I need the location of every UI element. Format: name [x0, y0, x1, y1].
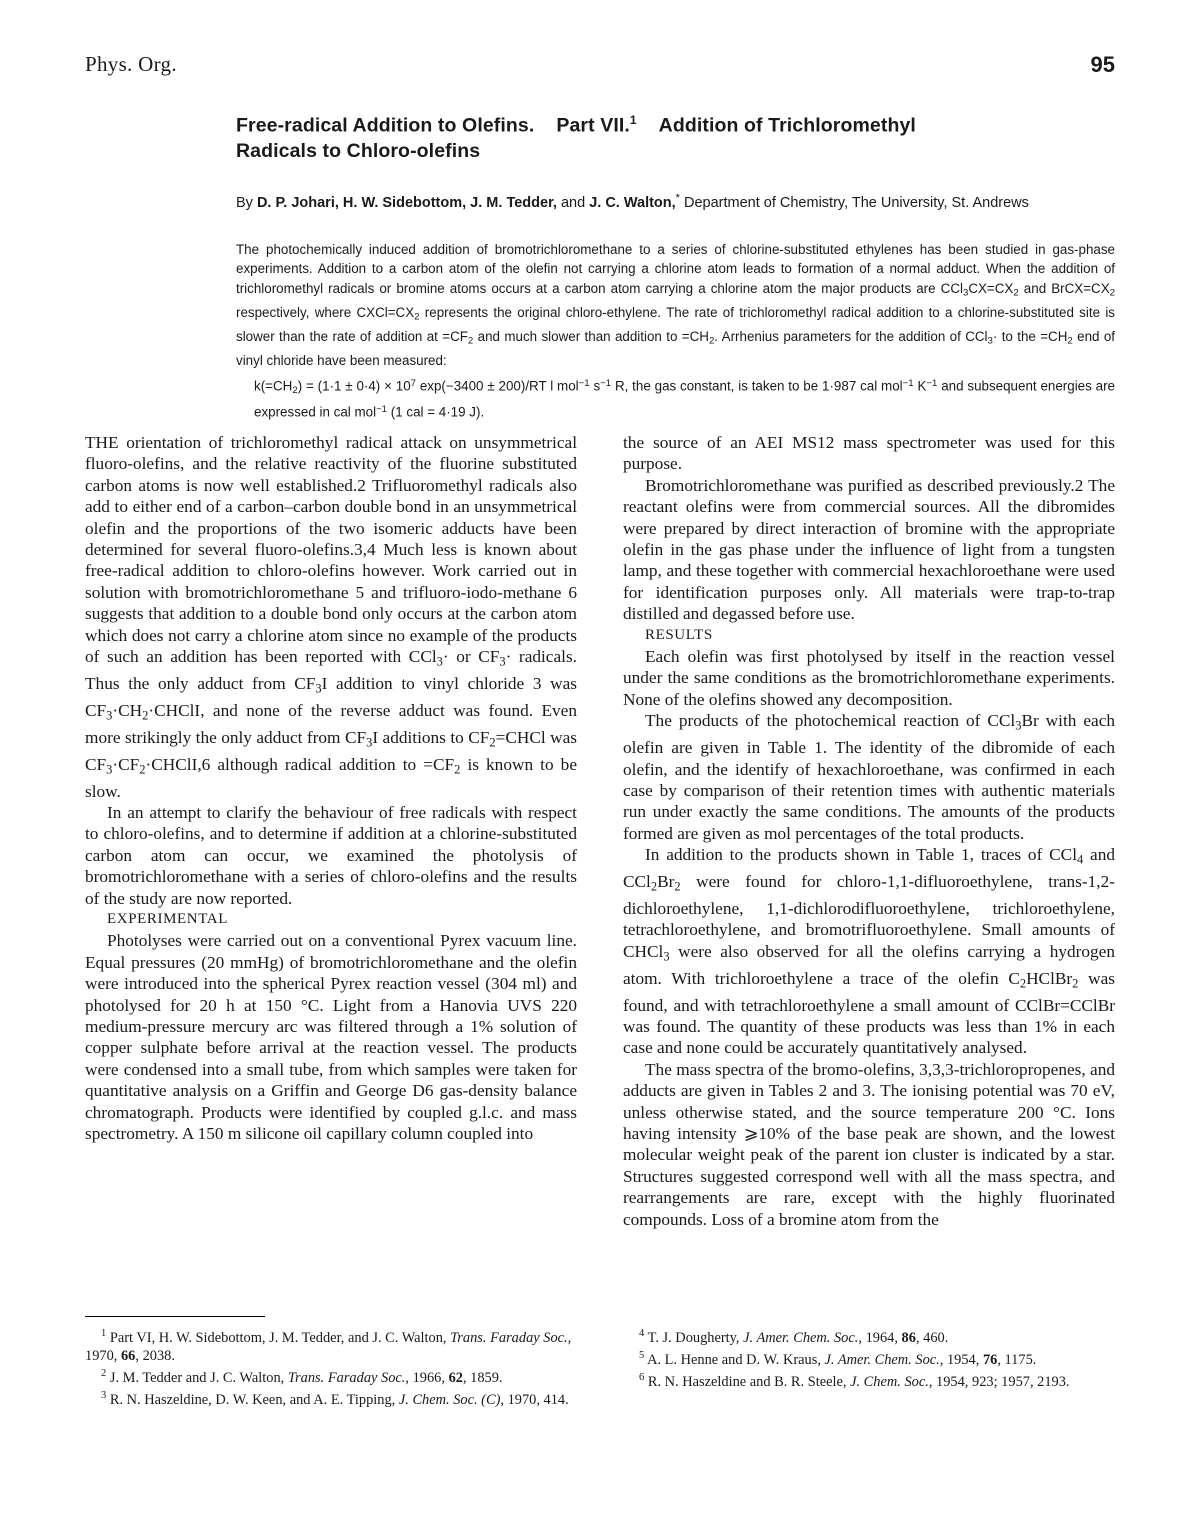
- footnote-item: [623, 1369, 1115, 1391]
- paragraph-results-1: Each olefin was first photolysed by itself in the reaction vessel under the same conditions as the bromotrichloromethane experiments. None of the olefins showed any decomposition.: [623, 647, 1115, 709]
- footnote-journal: Trans. Faraday Soc.,: [287, 1370, 409, 1386]
- page-number: 95: [1090, 52, 1115, 77]
- body-columns: [85, 432, 1115, 1230]
- paragraph-source: the source of an AEI MS12 mass spectrometer was used for this purpose.: [623, 433, 1115, 474]
- footnote-volume: 76: [982, 1351, 998, 1368]
- title-line2: Radicals to Chloro-olefins: [236, 139, 481, 162]
- article-title: [236, 108, 1115, 164]
- footnote-volume: 86: [901, 1329, 916, 1346]
- abstract-body: The photochemically induced addition of bromotrichloromethane to a series of chlorine-substituted ethylenes has been studied in gas-phase experiments. Addition to a carbon atom of the olefin not carrying a chlorine atom leads to formation of a normal adduct. When the addition of trichloromethyl radicals or bromine atoms occurs at a carbon atom carrying a chlorine atom the major products are $CCl_3CX=CX_2$ and $BrCX=CX_2$ respectively, where $CXCl=CX_2$ represents the original chloro-ethylene. The rate of trichloromethyl radical addition to a chlorine-substituted site is slower than the rate of addition at $=CF_2$ and much slower than addition to $=CH_2$. Arrhenius parameters for the addition of CCl$_3$· to the $=CH_2$ end of vinyl chloride have been measured:: [236, 242, 1115, 369]
- paragraph-intro: [85, 432, 577, 802]
- footnote-pages: , 1175.: [997, 1351, 1037, 1368]
- footnote-year: 1970, 414.: [503, 1392, 569, 1408]
- footnote-volume: 66: [120, 1348, 136, 1364]
- abstract-equation: $k(=CH_2) = (1\cdot 1 \pm 0\cdot 4) \times 10^7$ exp(−3400 ± 200)/RT l mol$^{-1}$ $s^{-1}$ R, the gas constant, is taken to be 1·987 cal mol$^{-1}$ $K^{-1}$ and subsequent energies are expressed in cal mol$^{-1}$ (1 cal = 4·19 J).: [254, 377, 1116, 420]
- byline-last-author: J. C. Walton,: [589, 194, 676, 211]
- byline-by: By: [236, 194, 253, 211]
- running-head: [85, 52, 1115, 82]
- paragraph-purification: Bromotrichloromethane was purified as described previously.2 The reactant olefins were from commercial sources. All the dibromides were prepared by direct interaction of bromine with the appropriate olefin in the gas phase under the influence of light from a tungsten lamp, and these together with commercial hexachloroethane were used for identification purposes only. All materials were trap-to-trap distilled and degassed before use.: [623, 475, 1115, 624]
- footnote-text: R. N. Haszeldine, D. W. Keen, and A. E. Tipping,: [109, 1392, 399, 1408]
- footnote-number: 2: [101, 1368, 107, 1380]
- footnote-volume: 62: [448, 1370, 463, 1386]
- title-footnote-marker: 1: [629, 113, 637, 127]
- byline-affiliation: Department of Chemistry, The University, St. Andrews: [683, 194, 1029, 211]
- footnote-item: [85, 1387, 577, 1409]
- paragraph-results-4: The mass spectra of the bromo-olefins, 3,3,3-trichloropropenes, and adducts are given in Tables 2 and 3. The ionising potential was 70 eV, unless otherwise stated, and the source temperature 200 °C. Ions having intensity ⩾10% of the base peak are shown, and the lowest molecular weight peak of the parent ion cluster is indicated by a star. Structures suggested correspond well with all the mass spectra, and rearrangements are rare, except with the highly fluorinated compounds. Loss of a bromine atom from the: [623, 1059, 1115, 1229]
- footnote-item: [623, 1325, 1115, 1347]
- footnote-year: 1954,: [943, 1351, 983, 1368]
- left-column: [85, 432, 577, 1144]
- section-heading-results: RESULTS: [645, 626, 713, 643]
- footnote-text: Part VI, H. W. Sidebottom, J. M. Tedder, and J. C. Walton,: [109, 1329, 451, 1346]
- footnotes-left: [85, 1325, 577, 1409]
- footnote-pages: , 2038.: [135, 1348, 175, 1364]
- footnote-item: [85, 1365, 577, 1387]
- footnote-item: [623, 1347, 1115, 1369]
- corresponding-author-marker: *: [675, 191, 680, 204]
- paragraph-intro-text: orientation of trichloromethyl radical attack on unsymmetrical fluoro-olefins, and the relative reactivity of the fluorine substituted carbon atoms is now well established.2 Trifluoromethyl radicals also add to either end of a carbon–carbon double bond in an unsymmetrical olefin and the proportions of the two isomeric adducts have been determined for several fluoro-olefins.3,4 Much less is known about free-radical addition to chloro-olefins however. Work carried out in solution with bromotrichloromethane 5 and trifluoro-iodo-methane 6 suggests that addition to a double bond only occurs at the carbon atom which does not carry a chlorine atom since no example of the products of such an addition has been reported with CCl$_3$· or $CF_3\cdot$ radicals. Thus the only adduct from $CF_3I$ addition to vinyl chloride 3 was $CF_3\cdot CH_2\cdot CHClI$, and none of the reverse adduct was found. Even more strikingly the only adduct from $CF_3I$ additions to $CF_2=CHCl$ was $CF_3\cdot CF_2\cdot CHClI,6$ although radical addition to $=CF_2$ is known to be slow.: [85, 433, 577, 801]
- title-block: [236, 108, 1115, 212]
- footnote-journal: J. Chem. Soc. (C),: [398, 1392, 504, 1408]
- footnote-text: A. L. Henne and D. W. Kraus,: [647, 1351, 825, 1368]
- running-head-section: Phys. Org.: [85, 52, 177, 76]
- title-line1-part1: Free-radical Addition to Olefins.: [236, 114, 535, 137]
- footnote-journal: J. Amer. Chem. Soc.,: [824, 1351, 944, 1368]
- footnote-journal: J. Amer. Chem. Soc.,: [743, 1329, 862, 1346]
- footnote-text: T. J. Dougherty,: [647, 1329, 744, 1346]
- title-line1-part2: Part VII.: [556, 114, 630, 137]
- footnote-rule: [85, 1316, 265, 1317]
- footnote-item: [85, 1325, 577, 1365]
- footnote-year: 1954, 923; 1957, 2193.: [932, 1373, 1070, 1390]
- footnotes-right: [623, 1325, 1115, 1391]
- footnote-journal: Trans. Faraday Soc.,: [450, 1329, 572, 1346]
- title-line1-part3: Addition of Trichloromethyl: [658, 114, 916, 137]
- byline-authors: D. P. Johari, H. W. Sidebottom, J. M. Tedder,: [256, 194, 557, 211]
- abstract: [236, 240, 1115, 422]
- footnotes: [85, 1325, 1115, 1409]
- paragraph-results-2: The products of the photochemical reaction of CCl$_3$Br with each olefin are given in Table 1. The identity of the dibromide of each olefin, and the identify of hexachloroethane, was confirmed in each case by comparison of their retention times with authentic materials run under exactly the same conditions. The amounts of the products formed are given as mol percentages of the total products.: [623, 711, 1116, 843]
- byline-and: and: [560, 194, 586, 211]
- footnote-text: R. N. Haszeldine and B. R. Steele,: [647, 1373, 851, 1390]
- footnote-year: 1966,: [408, 1370, 449, 1386]
- footnote-number: 4: [639, 1328, 645, 1339]
- byline: [236, 188, 1115, 213]
- footnote-text: J. M. Tedder and J. C. Walton,: [109, 1370, 288, 1386]
- footnote-pages: , 460.: [915, 1329, 949, 1346]
- footnote-year: 1964,: [861, 1329, 902, 1346]
- footnote-number: 6: [639, 1372, 645, 1383]
- dropcap-the: THE: [85, 433, 119, 452]
- section-heading-experimental: EXPERIMENTAL: [107, 910, 228, 927]
- footnote-number: 3: [101, 1390, 107, 1402]
- footnote-pages: , 1859.: [462, 1370, 503, 1386]
- footnote-number: 1: [101, 1328, 107, 1339]
- footnote-year: 1970,: [85, 1348, 121, 1364]
- footnote-number: 5: [639, 1350, 645, 1361]
- paragraph-results-3: In addition to the products shown in Table 1, traces of CCl$_4$ and $CCl_2Br_2$ were found for chloro-1,1-difluoroethylene, trans-1,2-dichloroethylene, 1,1-dichlorodifluoroethylene, trichloroethylene, tetrachloroethylene, and bromotrifluoroethylene. Small amounts of CHCl$_3$ were also observed for all the olefins carrying a hydrogen atom. With trichloroethylene a trace of the olefin $C_2HClBr_2$ was found, and with tetrachloroethylene a small amount of CClBr=CClBr was found. The quantity of these products was less than 1% in each case and none could be accurately quantitatively analysed.: [623, 845, 1115, 1058]
- paragraph-experimental: Photolyses were carried out on a conventional Pyrex vacuum line. Equal pressures (20 mmHg) of bromotrichloromethane and the olefin were introduced into the spherical Pyrex reaction vessel (304 ml) and photolysed for 20 h at 150 °C. Light from a Hanovia UVS 220 medium-pressure mercury arc was filtered through a 1% solution of copper sulphate before arrival at the reaction vessel. The products were condensed into a small tube, from which samples were taken for quantitative analysis on a Griffin and George D6 gas-density balance chromatograph. Products were identified by coupled g.l.c. and mass spectrometry. A 150 m silicone oil capillary column coupled into: [85, 931, 577, 1144]
- footnote-journal: J. Chem. Soc.,: [850, 1373, 933, 1390]
- paragraph-aim: In an attempt to clarify the behaviour of free radicals with respect to chloro-olefins, and to determine if addition at a chlorine-substituted carbon atom can occur, we examined the photolysis of bromotrichloromethane with a series of chloro-olefins and the results of the study are now reported.: [85, 802, 577, 908]
- right-column: [623, 432, 1115, 1230]
